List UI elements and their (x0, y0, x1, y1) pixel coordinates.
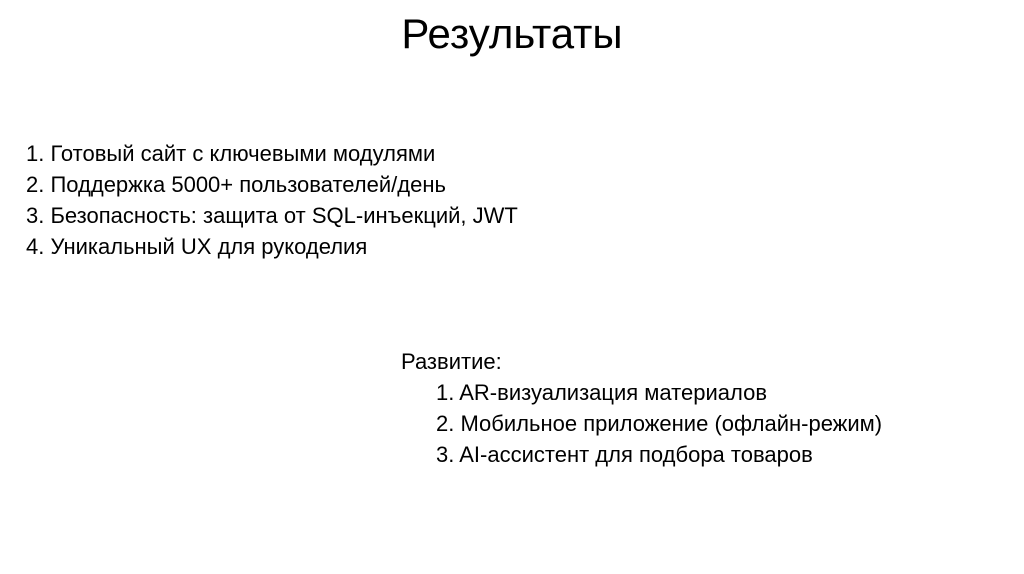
slide-title: Результаты (401, 10, 623, 57)
development-item: 3. AI-ассистент для подбора товаров (436, 442, 813, 467)
development-section (401, 346, 882, 470)
results-item: 3. Безопасность: защита от SQL-инъекций, JWT (26, 203, 518, 228)
development-item: 2. Мобильное приложение (офлайн-режим) (436, 411, 883, 436)
development-item: 1. AR-визуализация материалов (436, 380, 768, 405)
results-item: 4. Уникальный UX для рукоделия (26, 234, 368, 259)
development-heading: Развитие: (401, 349, 502, 374)
development-list (401, 377, 882, 470)
results-list (26, 138, 518, 262)
results-item: 2. Поддержка 5000+ пользователей/день (26, 172, 446, 197)
results-item: 1. Готовый сайт с ключевыми модулями (26, 141, 436, 166)
